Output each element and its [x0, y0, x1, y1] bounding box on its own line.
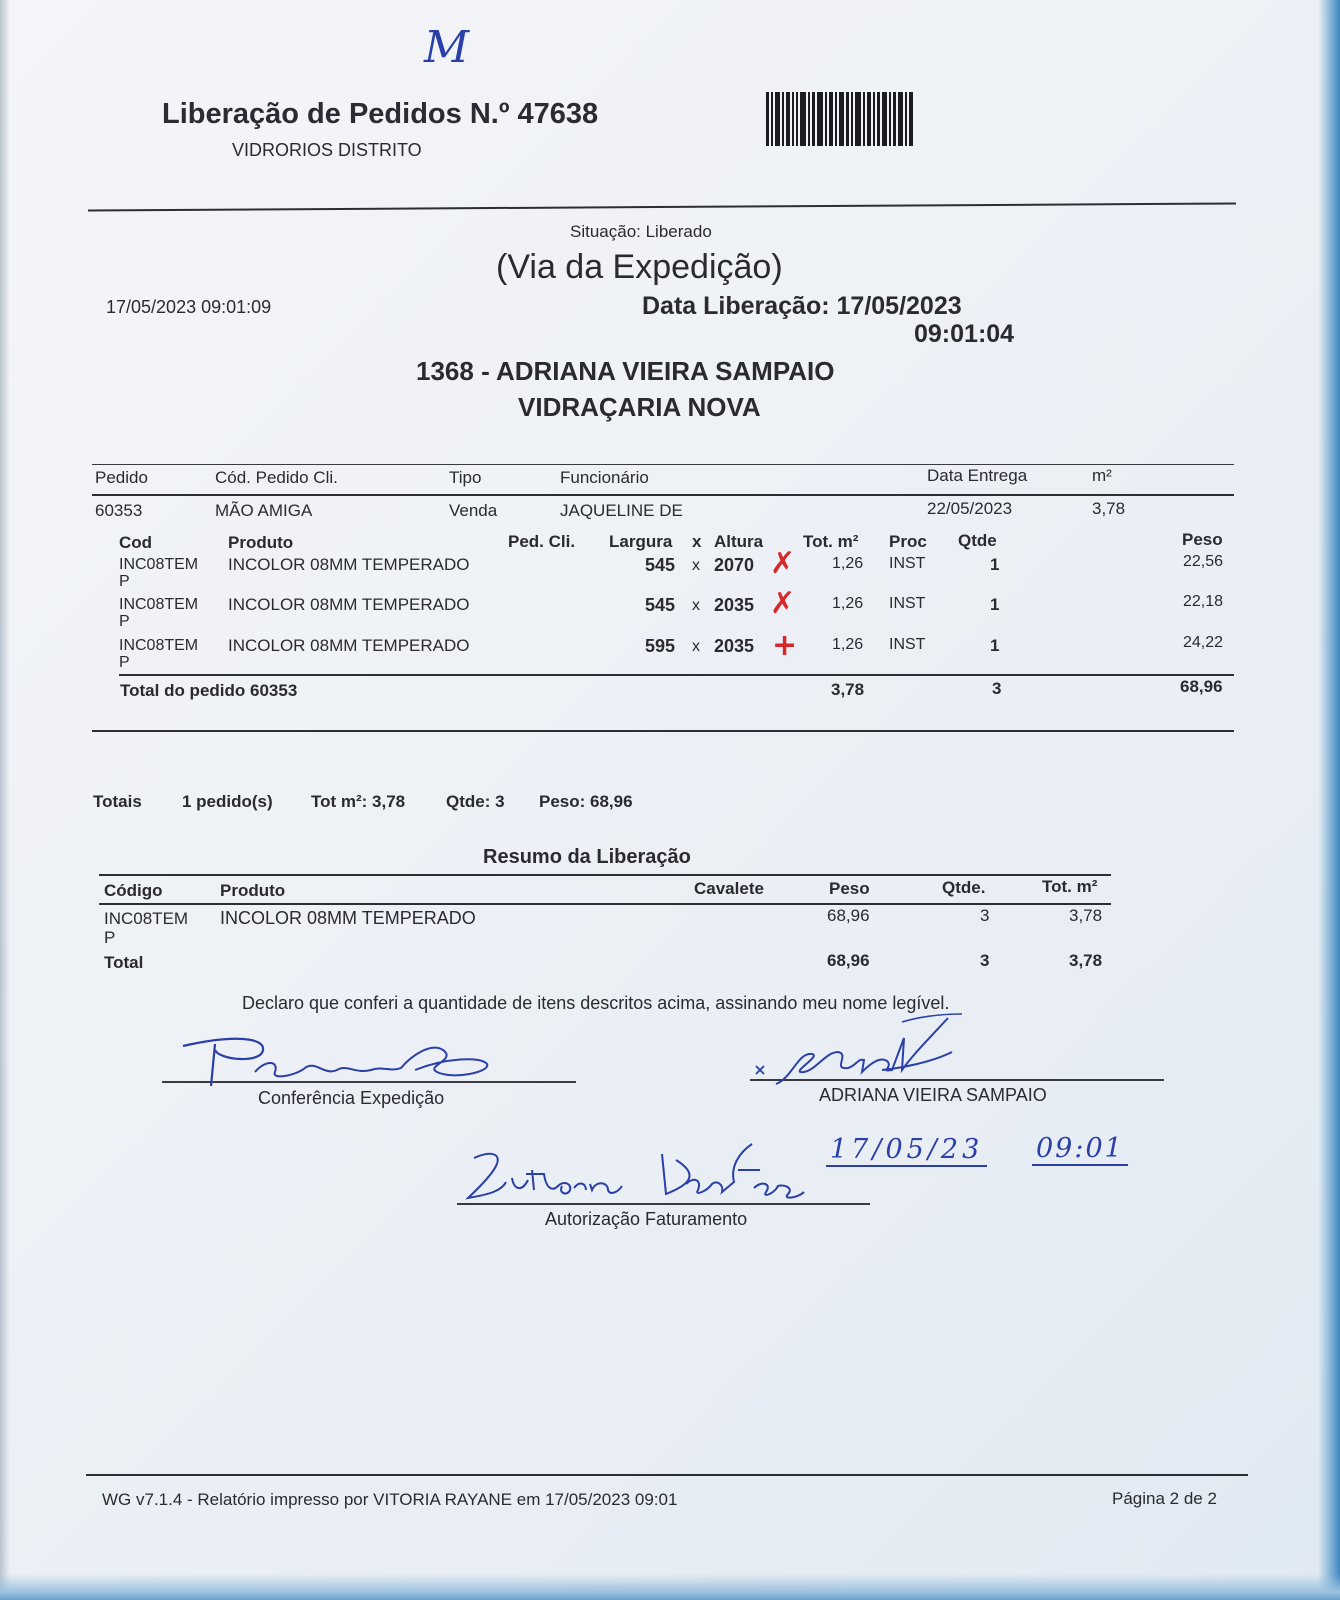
item-tot-m2: 1,26 [832, 555, 864, 572]
item-cod-cont: P [119, 573, 130, 590]
order-cod-cli: MÃO AMIGA [215, 501, 313, 520]
footer-divider [86, 1474, 1248, 1476]
check-mark-icon: ✗ [770, 586, 796, 621]
item-proc: INST [889, 595, 926, 612]
footer-printed-by: WG v7.1.4 - Relatório impresso por VITORIA RAYANE em 17/05/2023 09:01 [102, 1490, 678, 1509]
item-altura: 2035 [714, 595, 755, 615]
handwritten-time: 09:01 [1032, 1133, 1128, 1166]
barcode [766, 92, 968, 146]
item-qtde: 1 [990, 636, 1000, 655]
printed-datetime: 17/05/2023 09:01:09 [106, 297, 272, 317]
item-peso: 22,56 [1183, 553, 1224, 570]
item-largura: 545 [645, 595, 676, 615]
item-tot-m2: 1,26 [832, 595, 864, 612]
paper-shadow-left [0, 0, 10, 1600]
item-altura: 2070 [714, 555, 755, 575]
items-col-ped-cli: Ped. Cli. [508, 532, 576, 551]
background-edge-right [1318, 0, 1340, 1600]
order-total-qtde: 3 [992, 679, 1002, 698]
order-pedido: 60353 [95, 501, 143, 520]
summary-col-cavalete: Cavalete [694, 879, 764, 898]
header-divider [88, 202, 1236, 211]
client-company: VIDRAÇARIA NOVA [518, 392, 761, 422]
item-produto: INCOLOR 08MM TEMPERADO [228, 595, 470, 614]
section-divider [92, 730, 1234, 732]
items-col-produto: Produto [228, 533, 294, 552]
summary-header-line [99, 903, 1111, 905]
summary-total-label: Total [104, 953, 144, 972]
summary-top-line [99, 874, 1111, 876]
order-data-entrega: 22/05/2023 [927, 499, 1013, 518]
order-top-line [92, 464, 1234, 465]
summary-col-tot-m2: Tot. m² [1042, 877, 1098, 896]
item-qtde: 1 [990, 555, 1000, 574]
status-text: Situação: Liberado [570, 222, 712, 241]
billing-signature [462, 1140, 822, 1210]
item-produto: INCOLOR 08MM TEMPERADO [228, 555, 470, 574]
item-altura: 2035 [714, 636, 755, 656]
summary-total-qtde: 3 [980, 951, 990, 970]
order-total-peso: 68,96 [1180, 677, 1223, 696]
item-x: x [692, 597, 700, 614]
item-qtde: 1 [990, 595, 1000, 614]
item-largura: 595 [645, 636, 676, 656]
items-col-largura: Largura [609, 532, 673, 551]
totals-qtde: Qtde: 3 [446, 792, 505, 811]
expedition-label: Conferência Expedição [258, 1088, 445, 1108]
items-col-tot-m2: Tot. m² [803, 532, 859, 551]
summary-col-produto: Produto [220, 881, 286, 900]
totals-peso: Peso: 68,96 [539, 792, 633, 811]
page-title: Liberação de Pedidos N.º 47638 [162, 98, 599, 130]
col-data-entrega: Data Entrega [927, 466, 1028, 485]
totals-label: Totais [93, 792, 142, 811]
items-col-cod: Cod [119, 533, 153, 552]
item-cod-cont: P [119, 654, 130, 671]
item-peso: 22,18 [1183, 593, 1224, 610]
company-name: VIDRORIOS DISTRITO [232, 140, 422, 160]
summary-peso: 68,96 [827, 906, 870, 925]
order-tipo: Venda [449, 501, 498, 520]
copy-type: (Via da Expedição) [496, 248, 783, 286]
order-m2: 3,78 [1092, 499, 1126, 518]
totals-pedidos: 1 pedido(s) [182, 792, 273, 811]
item-tot-m2: 1,26 [832, 636, 864, 653]
summary-total-peso: 68,96 [827, 951, 870, 970]
item-cod: INC08TEM [119, 596, 199, 613]
item-cod-cont: P [119, 613, 130, 630]
totals-m2: Tot m²: 3,78 [311, 792, 406, 811]
summary-qtde: 3 [980, 906, 990, 925]
item-x: x [692, 557, 700, 574]
summary-col-codigo: Código [104, 881, 163, 900]
items-col-proc: Proc [889, 532, 927, 551]
summary-total-m2: 3,78 [1069, 951, 1103, 970]
col-m2: m² [1092, 466, 1112, 485]
items-col-peso: Peso [1182, 530, 1223, 549]
item-proc: INST [889, 636, 926, 653]
order-total-label: Total do pedido 60353 [120, 681, 298, 700]
handwritten-m: M [424, 22, 470, 73]
declaration-text: Declaro que conferi a quantidade de itens descritos acima, assinando meu nome legível. [242, 993, 950, 1013]
item-peso: 24,22 [1183, 634, 1224, 651]
release-time: 09:01:04 [914, 320, 1015, 348]
check-mark-icon: + [772, 628, 798, 663]
client-signature [752, 1012, 992, 1102]
col-cod-pedido-cli: Cód. Pedido Cli. [215, 468, 338, 487]
col-pedido: Pedido [95, 468, 148, 487]
expedition-signature [175, 1020, 515, 1090]
item-x: x [692, 638, 700, 655]
order-total-m2: 3,78 [831, 680, 865, 699]
summary-col-peso: Peso [829, 879, 870, 898]
col-funcionario: Funcionário [560, 468, 649, 487]
summary-title: Resumo da Liberação [483, 846, 691, 868]
item-largura: 545 [645, 555, 676, 575]
order-funcionario: JAQUELINE DE [560, 501, 683, 520]
summary-codigo: INC08TEM [104, 909, 189, 928]
check-mark-icon: ✗ [770, 546, 796, 581]
order-header-line [92, 494, 1234, 496]
handwritten-date: 17/05/23 [826, 1134, 987, 1167]
billing-label: Autorização Faturamento [545, 1209, 748, 1229]
client-name: 1368 - ADRIANA VIEIRA SAMPAIO [416, 356, 835, 386]
order-total-line [119, 674, 1234, 676]
col-tipo: Tipo [449, 468, 482, 487]
items-col-altura: Altura [714, 532, 764, 551]
items-col-x: x [692, 532, 702, 551]
item-produto: INCOLOR 08MM TEMPERADO [228, 636, 470, 655]
item-cod: INC08TEM [119, 637, 199, 654]
summary-codigo-cont: P [104, 928, 116, 947]
item-cod: INC08TEM [119, 556, 199, 573]
background-edge-bottom [0, 1574, 1340, 1600]
summary-col-qtde: Qtde. [942, 878, 986, 897]
footer-page: Página 2 de 2 [1112, 1489, 1217, 1508]
summary-tot-m2: 3,78 [1069, 906, 1103, 925]
summary-produto: INCOLOR 08MM TEMPERADO [220, 908, 476, 928]
items-col-qtde: Qtde [958, 531, 997, 550]
client-label: ADRIANA VIEIRA SAMPAIO [819, 1085, 1047, 1105]
item-proc: INST [889, 555, 926, 572]
release-date: Data Liberação: 17/05/2023 [642, 292, 962, 320]
